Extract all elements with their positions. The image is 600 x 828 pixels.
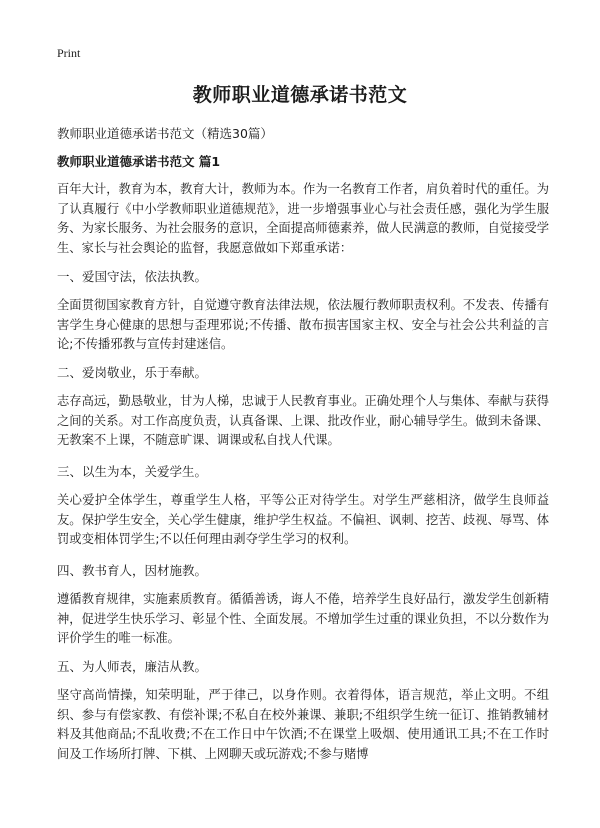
intro-paragraph: 百年大计，教育为本，教育大计，教师为本。作为一名教育工作者，肩负着时代的重任。为了认真履行《中小学教师职业道德规范》，进一步增强事业心与社会责任感，强化为学生服务、为家长服务、为社会服务的意识，全面提高师德素养，做人民满意的教师，自觉接受学生、家长与社会舆论的监督，我愿意做如下郑重承诺： xyxy=(57,182,549,255)
item-body-5: 坚守高尚情操，知荣明耻，严于律己，以身作则。衣着得体，语言规范，举止文明。不组织、参与有偿家教、有偿补课;不私自在校外兼课、兼职;不组织学生统一征订、推销教辅材料及其他商品;不乱收费;不在工作日中午饮酒;不在课堂上吸烟、使用通讯工具;不在工作时间及工作场所打牌、下棋、上网聊天或玩游戏;不参与赌博 xyxy=(57,688,549,761)
item-heading-2: 二、爱岗敬业，乐于奉献。 xyxy=(57,365,208,380)
item-body-4: 遵循教育规律，实施素质教育。循循善诱，诲人不倦，培养学生良好品行，激发学生创新精神，促进学生快乐学习、彰显个性、全面发展。不增加学生过重的课业负担，不以分数作为评价学生的唯一标准。 xyxy=(57,592,549,645)
item-heading-3: 三、以生为本，关爱学生。 xyxy=(57,464,208,479)
item-heading-5: 五、为人师表，廉洁从教。 xyxy=(57,659,208,674)
item-heading-4: 四、教书育人，因材施教。 xyxy=(57,563,208,578)
item-body-3: 关心爱护全体学生，尊重学生人格，平等公正对待学生。对学生严慈相济，做学生良师益友。保护学生安全，关心学生健康，维护学生权益。不偏袒、讽刺、挖苦、歧视、辱骂、体罚或变相体罚学生;不以任何理由剥夺学生学习的权利。 xyxy=(57,493,549,546)
section-heading: 教师职业道德承诺书范文 篇1 xyxy=(57,154,221,169)
item-body-1: 全面贯彻国家教育方针，自觉遵守教育法律法规，依法履行教师职责权利。不发表、传播有害学生身心健康的思想与歪理邪说;不传播、散布损害国家主权、安全与社会公共利益的言论;不传播邪教与宣传封建迷信。 xyxy=(57,298,549,351)
item-heading-1: 一、爱国守法，依法执教。 xyxy=(57,269,208,284)
item-body-2: 志存高远，勤恳敬业，甘为人梯，忠诚于人民教育事业。正确处理个人与集体、奉献与获得之间的关系。对工作高度负责，认真备课、上课、批改作业，耐心辅导学生。做到未备课、无教案不上课，不随意旷课、调课或私自找人代课。 xyxy=(57,394,549,447)
document-subtitle: 教师职业道德承诺书范文（精选30篇） xyxy=(57,126,273,141)
page-title: 教师职业道德承诺书范文 xyxy=(192,84,408,106)
print-link[interactable]: Print xyxy=(57,46,81,60)
